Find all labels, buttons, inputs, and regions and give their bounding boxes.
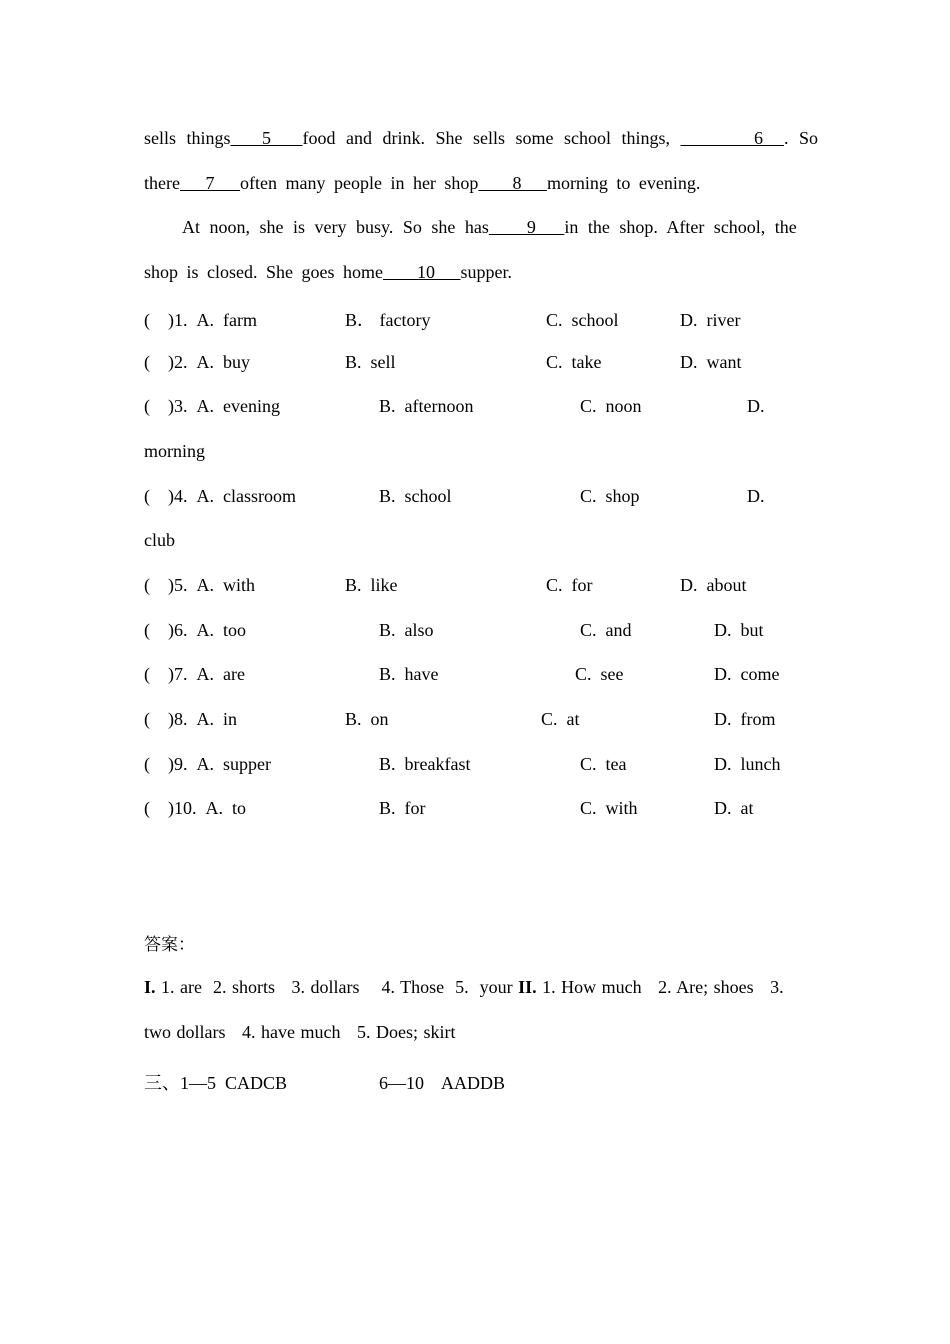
question-10-stem: ( )10. A. to (144, 798, 246, 818)
part-3-answers-1-5: 三、1—5 CADCB (144, 1073, 288, 1093)
passage-text: shop is closed. She goes home (144, 262, 383, 282)
question-9-option-c: C. tea (580, 754, 627, 774)
question-2-option-c: C. take (546, 352, 602, 372)
passage-line-3 (182, 216, 797, 238)
question-5-stem: ( )5. A. with (144, 575, 255, 595)
question-10-option-d: D. at (714, 798, 754, 818)
question-8-option-b: B. on (345, 709, 389, 729)
blank-8: 8 (478, 173, 547, 193)
blank-6: 6 (680, 128, 784, 148)
question-1-stem: ( )1. A. farm (144, 310, 257, 330)
passage-line-2 (144, 172, 700, 194)
passage-text: food and drink. She sells some school things, (302, 128, 670, 148)
question-9-option-b: B. breakfast (379, 754, 471, 774)
question-2-option-b: B. sell (345, 352, 396, 372)
question-5-option-b: B. like (345, 575, 398, 595)
passage-line-1 (144, 127, 818, 149)
passage-text: in the shop. After school, the (564, 217, 797, 237)
question-10-option-c: C. with (580, 798, 638, 818)
part-2-answers: 1. How much 2. Are; shoes 3. (536, 977, 784, 997)
passage-text: sells things (144, 128, 231, 148)
question-10-option-b: B. for (379, 798, 426, 818)
question-4-stem: ( )4. A. classroom (144, 486, 296, 506)
question-3-option-c: C. noon (580, 396, 642, 416)
question-3-option-d-text: morning (144, 441, 205, 461)
question-7-option-c: C. see (575, 664, 624, 684)
question-4-option-d-text: club (144, 530, 175, 550)
answers-heading: 答案： (144, 935, 195, 955)
question-6-stem: ( )6. A. too (144, 620, 246, 640)
part-3-answers-6-10: 6—10 AADDB (379, 1073, 506, 1093)
question-7-option-d: D. come (714, 664, 780, 684)
blank-9: 9 (488, 217, 565, 237)
question-5-option-c: C. for (546, 575, 593, 595)
passage-text: supper. (460, 262, 512, 282)
part-2-label: II. (518, 977, 537, 997)
part-1-answers: 1. are 2. shorts 3. dollars 4. Those 5. your (155, 977, 519, 997)
question-2-stem: ( )2. A. buy (144, 352, 250, 372)
part-1-label: I. (144, 977, 156, 997)
question-3-option-d: D. (747, 396, 765, 416)
question-4-option-b: B. school (379, 486, 452, 506)
question-6-option-d: D. but (714, 620, 764, 640)
question-6-option-b: B. also (379, 620, 434, 640)
question-4-option-d: D. (747, 486, 765, 506)
question-7-stem: ( )7. A. are (144, 664, 245, 684)
passage-line-4 (144, 261, 512, 283)
question-9-stem: ( )9. A. supper (144, 754, 271, 774)
question-6-option-c: C. and (580, 620, 632, 640)
passage-text: morning to evening. (546, 173, 701, 193)
blank-5: 5 (230, 128, 303, 148)
passage-text: At noon, she is very busy. So she has (182, 217, 489, 237)
passage-text: often many people in her shop (239, 173, 479, 193)
passage-text: there (144, 173, 180, 193)
question-5-option-d: D. about (680, 575, 747, 595)
answers-line-1 (144, 976, 784, 998)
question-9-option-d: D. lunch (714, 754, 781, 774)
question-3-option-b: B. afternoon (379, 396, 474, 416)
answers-line-2: two dollars 4. have much 5. Does; skirt (144, 1022, 456, 1042)
question-1-option-b: B． factory (345, 310, 431, 330)
passage-text: . So (784, 128, 819, 148)
question-1-option-c: C. school (546, 310, 619, 330)
blank-7: 7 (179, 173, 240, 193)
question-8-option-c: C. at (541, 709, 580, 729)
question-3-stem: ( )3. A. evening (144, 396, 280, 416)
question-2-option-d: D. want (680, 352, 742, 372)
blank-10: 10 (382, 262, 461, 282)
question-8-stem: ( )8. A. in (144, 709, 237, 729)
question-7-option-b: B. have (379, 664, 439, 684)
question-4-option-c: C. shop (580, 486, 640, 506)
question-8-option-d: D. from (714, 709, 776, 729)
question-1-option-d: D. river (680, 310, 741, 330)
